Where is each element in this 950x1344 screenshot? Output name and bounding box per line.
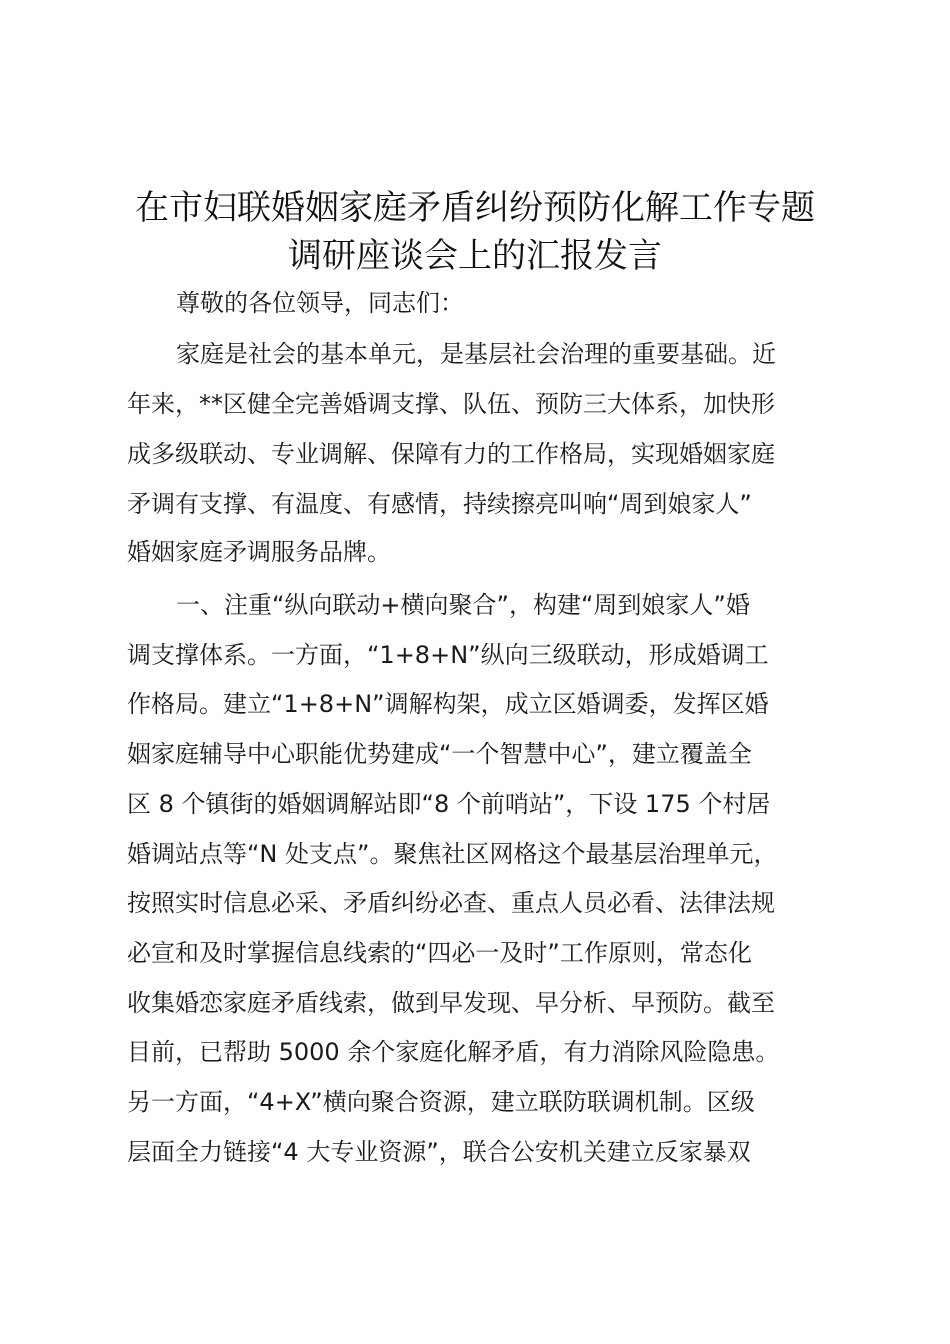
paragraph-2-line-11: 另一方面，“4+X”横向聚合资源，建立联防联调机制。区级: [127, 1088, 755, 1116]
paragraph-2-line-7: 按照实时信息必采、矛盾纠纷必查、重点人员必看、法律法规: [127, 889, 775, 917]
document-title-line-1: 在市妇联婚姻家庭矛盾纠纷预防化解工作专题: [135, 188, 815, 228]
salutation: 尊敬的各位领导，同志们：: [176, 289, 464, 317]
paragraph-1-line-3: 成多级联动、专业调解、保障有力的工作格局，实现婚姻家庭: [127, 440, 775, 468]
paragraph-2-line-2: 调支撑体系。一方面，“1+8+N”纵向三级联动，形成婚调工: [127, 641, 769, 669]
paragraph-1-line-5: 婚姻家庭矛调服务品牌。: [127, 538, 391, 566]
paragraph-2-line-3: 作格局。建立“1+8+N”调解构架，成立区婚调委，发挥区婚: [127, 690, 769, 718]
paragraph-1-line-2: 年来，**区健全完善婚调支撑、队伍、预防三大体系，加快形: [127, 390, 775, 418]
paragraph-1-line-1: 家庭是社会的基本单元，是基层社会治理的重要基础。近: [176, 340, 776, 368]
paragraph-2-line-4: 姻家庭辅导中心职能优势建成“一个智慧中心”，建立覆盖全: [127, 740, 752, 768]
paragraph-2-line-5: 区 8 个镇街的婚姻调解站即“8 个前哨站”，下设 175 个村居: [127, 790, 771, 818]
document-title-line-2: 调研座谈会上的汇报发言: [288, 236, 662, 276]
paragraph-2-line-12: 层面全力链接“4 大专业资源”，联合公安机关建立反家暴双: [127, 1138, 751, 1166]
paragraph-2-line-10: 目前，已帮助 5000 余个家庭化解矛盾，有力消除风险隐患。: [127, 1038, 780, 1066]
paragraph-2-line-9: 收集婚恋家庭矛盾线索，做到早发现、早分析、早预防。截至: [127, 989, 775, 1017]
paragraph-2-line-8: 必宣和及时掌握信息线索的“四必一及时”工作原则，常态化: [127, 939, 752, 967]
paragraph-2-line-6: 婚调站点等“N 处支点”。聚焦社区网格这个最基层治理单元，: [127, 840, 778, 868]
paragraph-2-line-1: 一、注重“纵向联动+横向聚合”，构建“周到娘家人”婚: [176, 591, 750, 619]
paragraph-1-line-4: 矛调有支撑、有温度、有感情，持续擦亮叫响“周到娘家人”: [127, 490, 752, 518]
